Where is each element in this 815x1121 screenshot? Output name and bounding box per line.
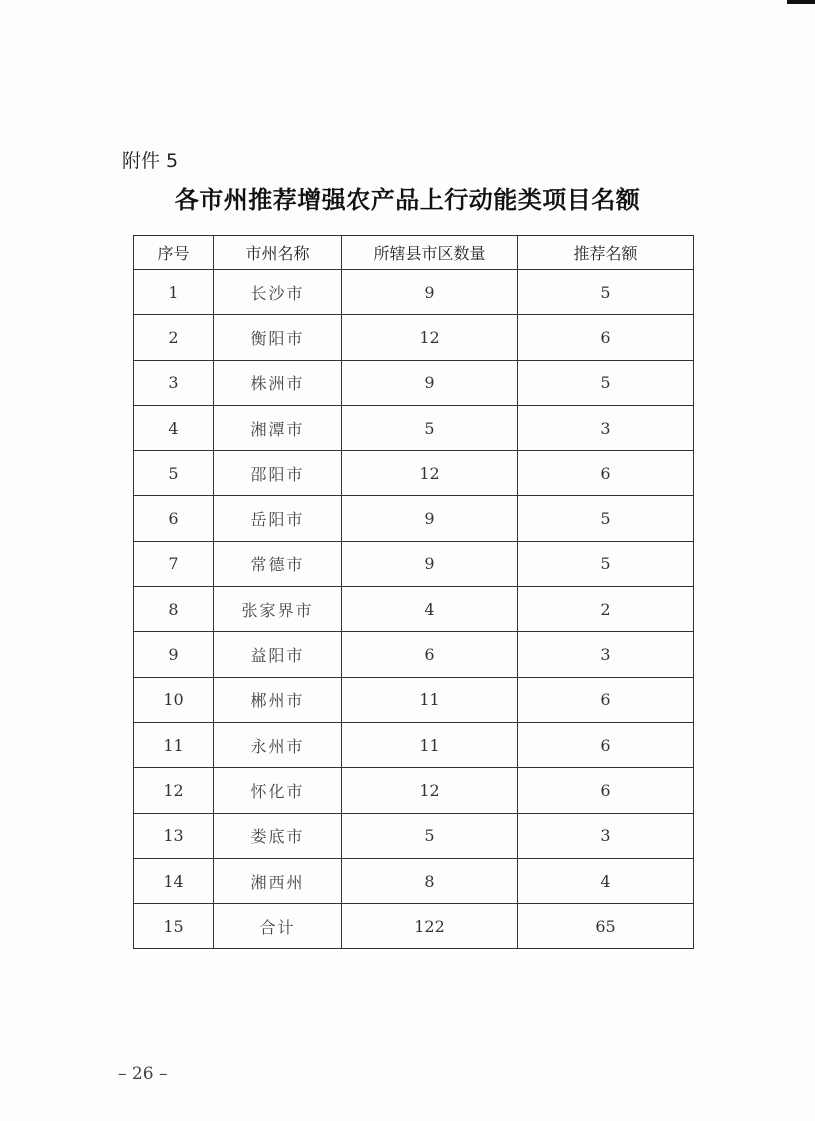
cell-quota: 4 [518,858,694,903]
page-number: – 26 – [118,1064,168,1084]
cell-quota: 5 [518,270,694,315]
cell-city-name: 衡阳市 [214,315,342,360]
cell-index: 11 [134,722,214,767]
cell-index: 13 [134,813,214,858]
table-row [134,632,694,677]
table-row [134,405,694,450]
cell-county-count: 5 [342,405,518,450]
cell-quota: 3 [518,632,694,677]
cell-quota: 3 [518,813,694,858]
cell-city-name: 长沙市 [214,270,342,315]
header-city-name: 市州名称 [214,236,342,270]
cell-quota: 6 [518,722,694,767]
document-title: 各市州推荐增强农产品上行动能类项目名额 [174,185,641,214]
cell-index: 9 [134,632,214,677]
cell-city-name: 株洲市 [214,360,342,405]
header-quota: 推荐名额 [518,236,694,270]
cell-county-count: 11 [342,677,518,722]
cell-city-name: 岳阳市 [214,496,342,541]
cell-county-count: 11 [342,722,518,767]
table-row [134,904,694,949]
cell-quota: 2 [518,587,694,632]
cell-index: 7 [134,541,214,586]
cell-quota: 65 [518,904,694,949]
cell-county-count: 122 [342,904,518,949]
cell-index: 1 [134,270,214,315]
cell-quota: 6 [518,451,694,496]
table-row [134,768,694,813]
cell-city-name: 益阳市 [214,632,342,677]
cell-county-count: 5 [342,813,518,858]
cell-quota: 3 [518,405,694,450]
table-row [134,496,694,541]
header-county-count: 所辖县市区数量 [342,236,518,270]
cell-quota: 5 [518,541,694,586]
cell-index: 5 [134,451,214,496]
cell-city-name: 湘西州 [214,858,342,903]
scan-corner-mark [787,0,815,4]
cell-quota: 6 [518,768,694,813]
table-row [134,360,694,405]
table-row [134,541,694,586]
table-row [134,451,694,496]
cell-index: 8 [134,587,214,632]
cell-city-name: 湘潭市 [214,405,342,450]
cell-city-name: 邵阳市 [214,451,342,496]
header-index: 序号 [134,236,214,270]
cell-city-name: 张家界市 [214,587,342,632]
cell-county-count: 4 [342,587,518,632]
cell-county-count: 9 [342,270,518,315]
cell-index: 15 [134,904,214,949]
cell-index: 10 [134,677,214,722]
table-body [134,270,694,949]
quota-table [133,235,694,949]
cell-quota: 6 [518,315,694,360]
cell-quota: 5 [518,360,694,405]
cell-county-count: 12 [342,315,518,360]
table-row [134,677,694,722]
cell-city-name: 合计 [214,904,342,949]
cell-county-count: 12 [342,451,518,496]
cell-index: 12 [134,768,214,813]
cell-city-name: 常德市 [214,541,342,586]
cell-index: 2 [134,315,214,360]
cell-city-name: 郴州市 [214,677,342,722]
table-row [134,270,694,315]
table-row [134,722,694,767]
table-row [134,315,694,360]
attachment-label: 附件 5 [122,150,179,172]
table-row [134,858,694,903]
cell-county-count: 8 [342,858,518,903]
cell-city-name: 娄底市 [214,813,342,858]
cell-quota: 5 [518,496,694,541]
cell-index: 3 [134,360,214,405]
cell-index: 6 [134,496,214,541]
cell-quota: 6 [518,677,694,722]
cell-index: 4 [134,405,214,450]
table-header-row [134,236,694,270]
cell-city-name: 永州市 [214,722,342,767]
cell-county-count: 9 [342,360,518,405]
cell-county-count: 9 [342,541,518,586]
table-row [134,813,694,858]
cell-county-count: 9 [342,496,518,541]
cell-county-count: 12 [342,768,518,813]
table-row [134,587,694,632]
cell-index: 14 [134,858,214,903]
cell-city-name: 怀化市 [214,768,342,813]
cell-county-count: 6 [342,632,518,677]
